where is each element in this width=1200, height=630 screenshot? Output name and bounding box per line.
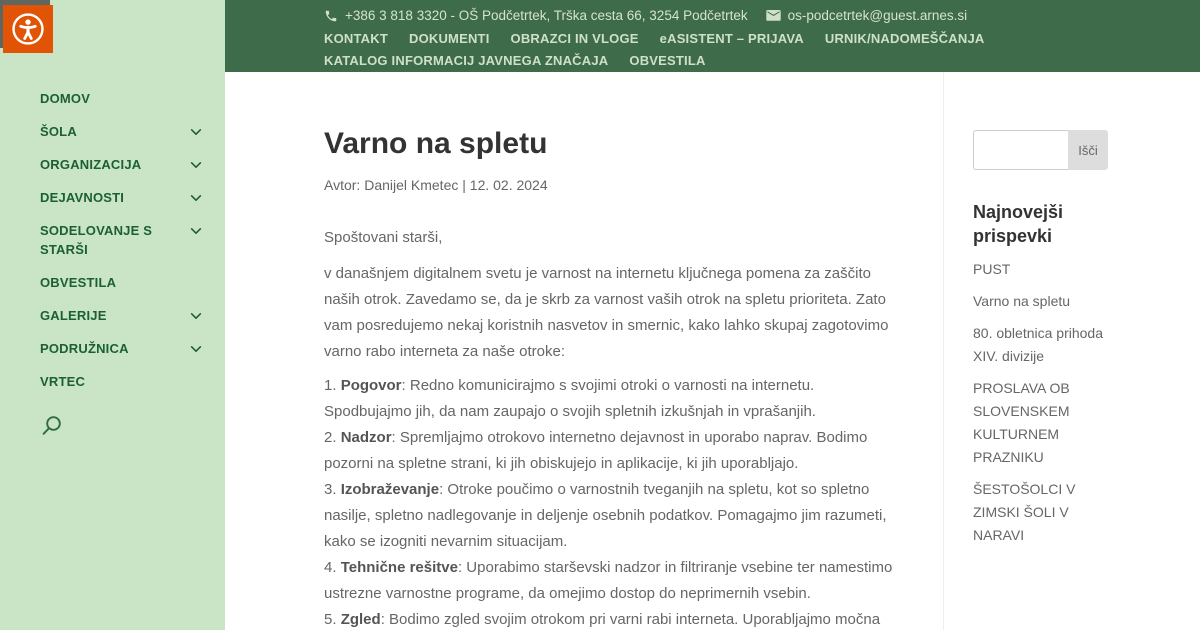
nav-katalog-informacij[interactable]: KATALOG INFORMACIJ JAVNEGA ZNAČAJA xyxy=(324,53,609,68)
search-button[interactable]: Išči xyxy=(1068,130,1108,170)
sidebar-item-label: DOMOV xyxy=(40,91,91,106)
tip-text: : Bodimo zgled svojim otrokom pri varni rabi interneta. Uporabljajmo močna xyxy=(380,611,881,628)
tip-number: 4. xyxy=(324,559,341,576)
tip-number: 1. xyxy=(324,377,341,394)
sidebar-item-podruznica[interactable] xyxy=(40,339,205,358)
tip-text: : Redno komunicirajmo s svojimi otroki o varnosti na internetu. Spodbujajmo jih, da nam zaupajo o svojih spletnih izkušnjah in vprašanjih. xyxy=(324,377,816,420)
chevron-down-icon[interactable] xyxy=(189,342,203,356)
sidebar-item-label: ORGANIZACIJA xyxy=(40,157,142,172)
sidebar-item-sodelovanje-s-starsi[interactable] xyxy=(40,221,205,259)
sidebar-item-label: SODELOVANJE S STARŠI xyxy=(40,223,153,257)
tip-number: 5. xyxy=(324,611,341,628)
sidebar-item-label: PODRUŽNICA xyxy=(40,341,129,356)
phone-contact xyxy=(324,8,748,23)
nav-kontakt[interactable]: KONTAKT xyxy=(324,31,388,46)
sidebar-item-label: GALERIJE xyxy=(40,308,107,323)
sidebar-item-domov[interactable] xyxy=(40,89,205,108)
sidebar-menu xyxy=(40,89,205,405)
topbar-contact-row xyxy=(324,8,1200,23)
tip-term: Zgled xyxy=(340,611,381,628)
recent-post-link[interactable]: ŠESTOŠOLCI V ZIMSKI ŠOLI V NARAVI xyxy=(973,481,1076,543)
author-label: Avtor: xyxy=(324,177,365,193)
tip-number: 2. xyxy=(324,429,341,446)
phone-icon xyxy=(324,9,338,23)
article xyxy=(225,72,943,630)
greeting-paragraph: Spoštovani starši, xyxy=(324,229,443,246)
chevron-down-icon[interactable] xyxy=(189,125,203,139)
recent-post-link[interactable]: Varno na spletu xyxy=(973,293,1071,309)
chevron-down-icon[interactable] xyxy=(189,224,203,238)
page-title: Varno na spletu xyxy=(324,127,548,160)
tip-number: 3. xyxy=(324,481,341,498)
intro-paragraph: v današnjem digitalnem svetu je varnost na internetu ključnega pomena za zaščito naših otrok. Zavedamo se, da je skrb za varnost vaših otrok na spletu prioriteta. Zato vam posredujemo nekaj koristnih nasvetov in smernic, kako lahko skupaj zagotovimo varno rabo interneta za naše otroke: xyxy=(324,265,889,360)
sidebar-item-obvestila[interactable] xyxy=(40,273,205,292)
tip-term: Pogovor xyxy=(340,377,402,394)
sidebar-item-sola[interactable] xyxy=(40,122,205,141)
nav-easistent-prijava[interactable]: eASISTENT – PRIJAVA xyxy=(659,31,804,46)
list-item xyxy=(324,555,894,607)
sidebar-item-label: VRTEC xyxy=(40,374,86,389)
sidebar-item-label: OBVESTILA xyxy=(40,275,117,290)
author-link[interactable]: Danijel Kmetec xyxy=(364,177,459,193)
chevron-down-icon[interactable] xyxy=(189,191,203,205)
tip-text: : Spremljajmo otrokovo internetno dejavnost in uporabo naprav. Bodimo pozorni na spletne strani, ki jih obiskujejo in aplikacije, ki jih uporabljajo. xyxy=(324,429,868,472)
email-contact[interactable] xyxy=(766,8,968,23)
envelope-icon xyxy=(766,10,781,22)
topbar-nav-row1 xyxy=(324,31,1200,46)
sidebar-item-organizacija[interactable] xyxy=(40,155,205,174)
chevron-down-icon[interactable] xyxy=(189,158,203,172)
sidebar-item-label: ŠOLA xyxy=(40,124,77,139)
email-text: os-podcetrtek@guest.arnes.si xyxy=(787,8,968,23)
tip-term: Izobraževanje xyxy=(340,481,440,498)
tips-list xyxy=(324,373,894,630)
sidebar xyxy=(0,0,225,630)
magnifier-icon[interactable] xyxy=(40,414,64,438)
sidebar-item-vrtec[interactable] xyxy=(40,372,205,391)
topbar-nav-row2 xyxy=(324,53,1200,68)
nav-dokumenti[interactable]: DOKUMENTI xyxy=(408,31,490,46)
recent-post-link[interactable]: PROSLAVA OB SLOVENSKEM KULTURNEM PRAZNIKU xyxy=(973,380,1070,465)
right-sidebar xyxy=(943,72,1200,630)
search-input[interactable] xyxy=(973,130,1068,170)
nav-obrazci-in-vloge[interactable]: OBRAZCI IN VLOGE xyxy=(510,31,639,46)
tip-text: : Otroke poučimo o varnostnih tveganjih na spletu, kot so spletno nasilje, spletno nadlegovanje in deljenje osebnih podatkov. Pomagajmo jim razumeti, kako se izogniti nevarnim situacijam. xyxy=(324,481,887,550)
post-date: 12. 02. 2024 xyxy=(469,177,548,193)
tip-term: Nadzor xyxy=(340,429,392,446)
chevron-down-icon[interactable] xyxy=(189,309,203,323)
main-area xyxy=(225,72,1200,630)
sidebar-item-label: DEJAVNOSTI xyxy=(40,190,125,205)
search-form xyxy=(973,130,1111,170)
meta-separator: | xyxy=(458,177,470,193)
recent-post-link[interactable]: PUST xyxy=(973,261,1011,277)
recent-posts-list xyxy=(973,258,1111,547)
list-item xyxy=(324,425,894,477)
list-item xyxy=(324,607,894,630)
recent-post-link[interactable]: 80. obletnica prihoda XIV. divizije xyxy=(973,325,1103,364)
sidebar-item-dejavnosti[interactable] xyxy=(40,188,205,207)
recent-posts-heading: Najnovejši prispevki xyxy=(973,202,1064,246)
phone-text: +386 3 818 3320 - OŠ Podčetrtek, Trška cesta 66, 3254 Podčetrtek xyxy=(345,8,748,23)
list-item xyxy=(324,477,894,555)
tip-text: : Uporabimo starševski nadzor in filtriranje vsebine ter namestimo ustrezne varnostne programe, da omejimo dostop do neprimernih vsebin. xyxy=(324,559,893,602)
accessibility-widget-button[interactable] xyxy=(3,5,53,53)
nav-urnik-nadomescanja[interactable]: URNIK/NADOMEŠČANJA xyxy=(824,31,985,46)
list-item xyxy=(324,373,894,425)
tip-term: Tehnične rešitve xyxy=(340,559,458,576)
nav-obvestila[interactable]: OBVESTILA xyxy=(629,53,706,68)
topbar xyxy=(225,0,1200,72)
sidebar-item-galerije[interactable] xyxy=(40,306,205,325)
accessibility-person-icon xyxy=(11,12,45,46)
post-meta xyxy=(324,176,890,195)
